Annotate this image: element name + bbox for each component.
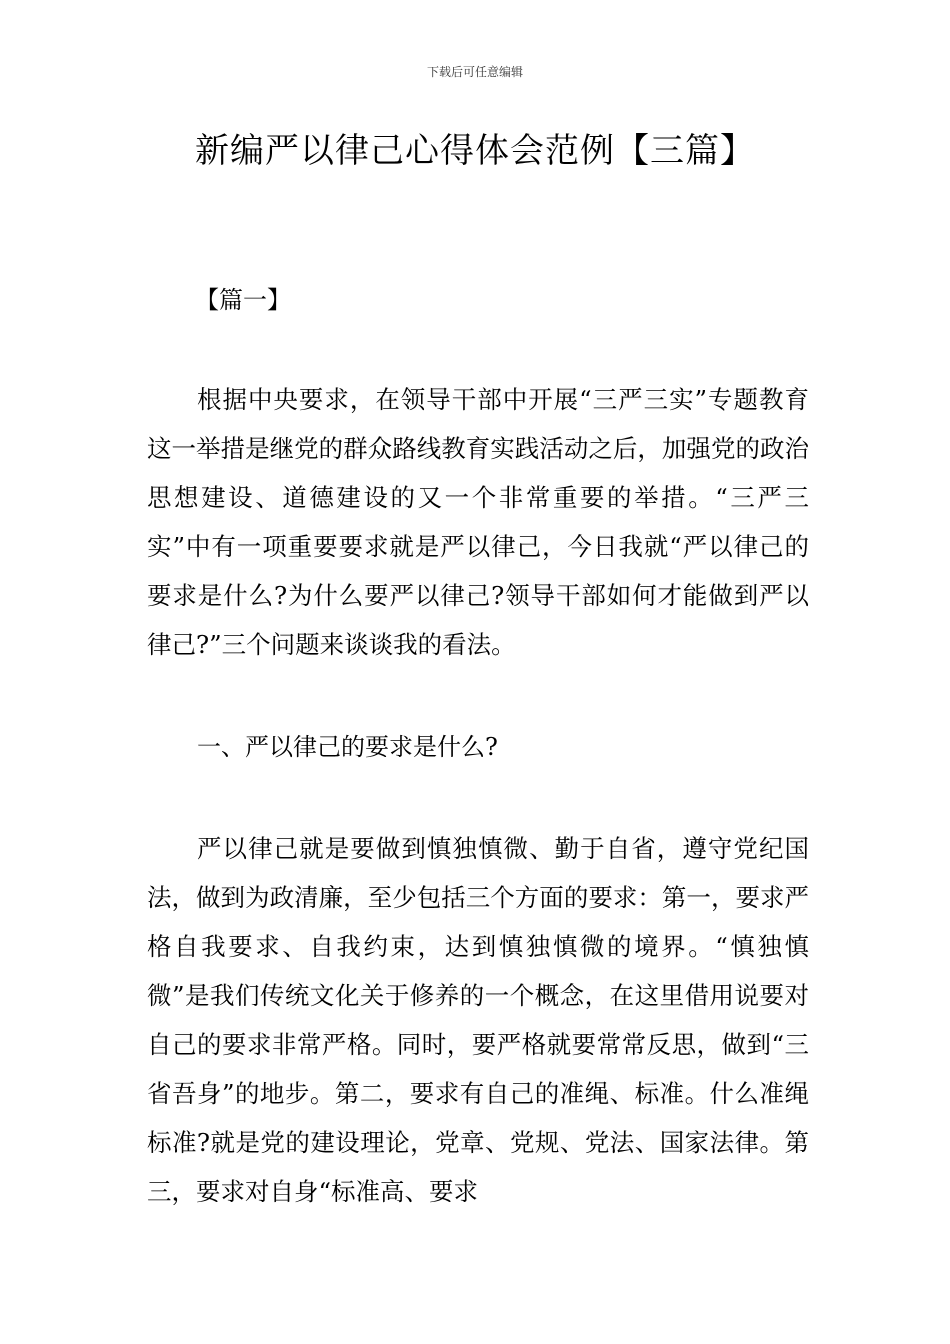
paragraph-1: 根据中央要求，在领导干部中开展“三严三实”专题教育这一举措是继党的群众路线教育实践活动之后，加强党的政治思想建设、道德建设的又一个非常重要的举措。“三严三实”中有一项重要要求就是严以律己，今日我就“严以律己的要求是什么?为什么要严以律己?领导干部如何才能做到严以律己?”三个问题来谈谈我的看法。 xyxy=(147,385,809,659)
paragraph-2: 严以律己就是要做到慎独慎微、勤于自省，遵守党纪国法，做到为政清廉，至少包括三个方面的要求：第一，要求严格自我要求、自我约束，达到慎独慎微的境界。“慎独慎微”是我们传统文化关于修养的一个概念，在这里借用说要对自己的要求非常严格。同时，要严格就要常常反思，做到“三省吾身”的地步。第二，要求有自己的准绳、标准。什么准绳标准?就是党的建设理论，党章、党规、党法、国家法律。第三，要求对自身“标准高、要求 xyxy=(147,834,809,1206)
document-title: 新编严以律己心得体会范例【三篇】 xyxy=(195,131,755,171)
subheading-1: 一、严以律己的要求是什么? xyxy=(197,733,498,761)
header-note: 下载后可任意编辑 xyxy=(426,65,523,79)
section-label: 【篇一】 xyxy=(195,286,291,314)
